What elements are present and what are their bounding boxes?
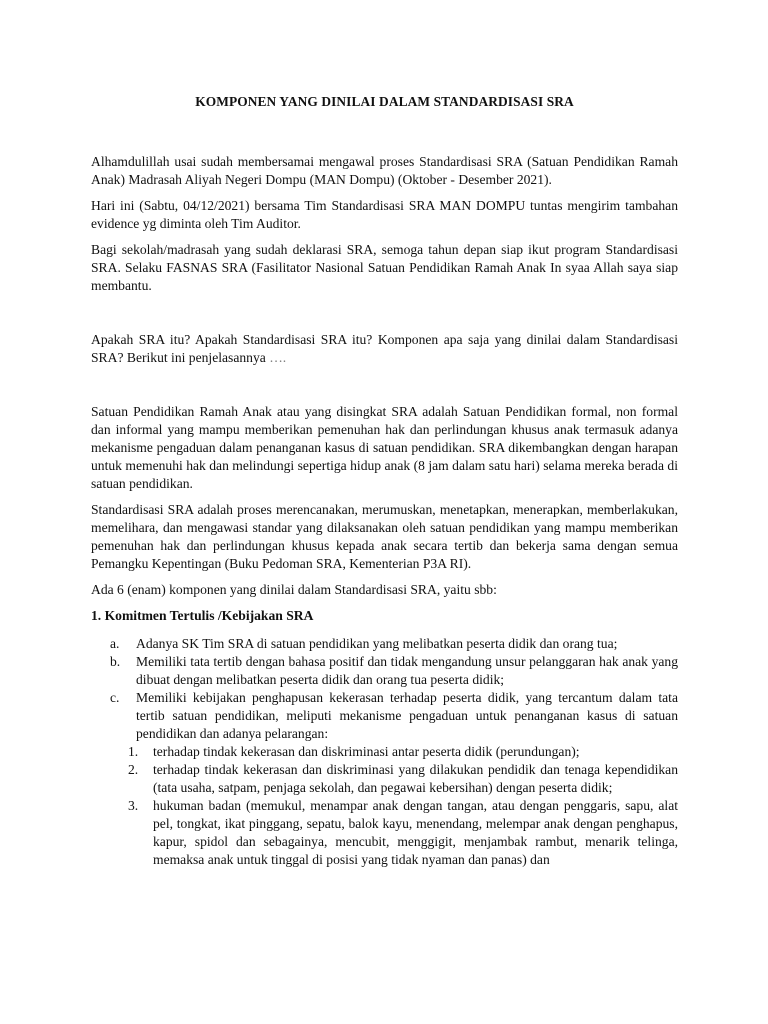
- paragraph-sra-definition: Satuan Pendidikan Ramah Anak atau yang disingkat SRA adalah Satuan Pendidikan formal, non formal dan informal yang mampu memberikan pemenuhan hak dan perlindungan khusus anak termasuk adanya mekanisme pengaduan dalam penanganan kasus di satuan pendidikan. SRA dikembangkan dengan harapan untuk memenuhi hak dan melindungi sepertiga hidup anak (8 jam dalam satu hari) selama mereka berada di satuan pendidikan.: [91, 404, 678, 491]
- list-item-text: Memiliki kebijakan penghapusan kekerasan terhadap peserta didik, yang tercantum dalam tata tertib satuan pendidikan, meliputi mekanisme pengaduan untuk penanganan kasus di satuan pendidikan dan adanya pelarangan:: [136, 690, 678, 741]
- document-title: KOMPONEN YANG DINILAI DALAM STANDARDISASI SRA: [195, 94, 574, 109]
- list-item: [91, 653, 678, 689]
- paragraph-invitation: Bagi sekolah/madrasah yang sudah deklarasi SRA, semoga tahun depan siap ikut program Standardisasi SRA. Selaku FASNAS SRA (Fasilitator Nasional Satuan Pendidikan Ramah Anak In syaa Allah saya siap membantu.: [91, 242, 678, 293]
- paragraph-standardisasi-definition: Standardisasi SRA adalah proses merencanakan, merumuskan, menetapkan, menerapkan, memberlakukan, memelihara, dan mengawasi standar yang dilaksanakan oleh satuan pendidikan yang mampu memberikan pemenuhan hak dan perlindungan khusus kepada anak secara tertib dan bekerja sama dengan semua Pemangku Kepentingan (Buku Pedoman SRA, Kementerian P3A RI).: [91, 502, 678, 571]
- list-marker: c.: [110, 690, 120, 705]
- questions-text: Apakah SRA itu? Apakah Standardisasi SRA itu? Komponen apa saja yang dinilai dalam Standardisasi SRA? Berikut ini penjelasannya: [91, 332, 678, 365]
- paragraph-intro: Alhamdulillah usai sudah membersamai mengawal proses Standardisasi SRA (Satuan Pendidikan Ramah Anak) Madrasah Aliyah Negeri Dompu (MAN Dompu) (Oktober - Desember 2021).: [91, 154, 678, 187]
- list-marker: b.: [110, 654, 121, 669]
- sub-list-item: [128, 761, 678, 797]
- list-item-text: Memiliki tata tertib dengan bahasa positif dan tidak mengandung unsur pelanggaran hak anak yang dibuat dengan melibatkan peserta didik dan orang tua peserta didik;: [136, 654, 678, 687]
- document-page: [91, 93, 678, 869]
- sub-list-item: [128, 797, 678, 869]
- list-marker: a.: [110, 636, 120, 651]
- section-1-heading: [91, 607, 678, 625]
- section-1-title: . Komitmen Tertulis /Kebijakan SRA: [97, 608, 314, 623]
- sub-list-item: [128, 743, 678, 761]
- list-item: [91, 635, 678, 653]
- paragraph-components-intro: Ada 6 (enam) komponen yang dinilai dalam Standardisasi SRA, yaitu sbb:: [91, 582, 497, 597]
- sub-list-item-text: hukuman badan (memukul, menampar anak dengan tangan, atau dengan penggaris, sapu, alat pel, tongkat, ikat pinggang, sepatu, balok kayu, menendang, melempar anak dengan penghapus, kapur, spidol dan sebagainya, mencubit, menggigit, menjambak rambut, menarik telinga, memaksa anak untuk tinggal di posisi yang tidak nyaman dan panas) dan: [153, 798, 678, 867]
- sub-list-marker: 1.: [128, 744, 139, 759]
- sub-list-item-text: terhadap tindak kekerasan dan diskriminasi yang dilakukan pendidik dan tenaga kependidikan (tata usaha, satpam, penjaga sekolah, dan pegawai kebersihan) dengan peserta didik;: [153, 762, 678, 795]
- sub-list: [128, 743, 678, 869]
- paragraph-today: Hari ini (Sabtu, 04/12/2021) bersama Tim Standardisasi SRA MAN DOMPU tuntas mengirim tambahan evidence yg diminta oleh Tim Auditor.: [91, 198, 678, 231]
- section-1-number: 1: [91, 608, 98, 623]
- list-item-text: Adanya SK Tim SRA di satuan pendidikan yang melibatkan peserta didik dan orang tua;: [136, 636, 618, 651]
- paragraph-questions: [91, 331, 678, 367]
- ellipsis-mark: ….: [269, 350, 287, 365]
- sub-list-marker: 3.: [128, 798, 139, 813]
- section-1-list: [91, 635, 678, 869]
- sub-list-marker: 2.: [128, 762, 139, 777]
- sub-list-item-text: terhadap tindak kekerasan dan diskriminasi antar peserta didik (perundungan);: [153, 744, 580, 759]
- list-item: [91, 689, 678, 869]
